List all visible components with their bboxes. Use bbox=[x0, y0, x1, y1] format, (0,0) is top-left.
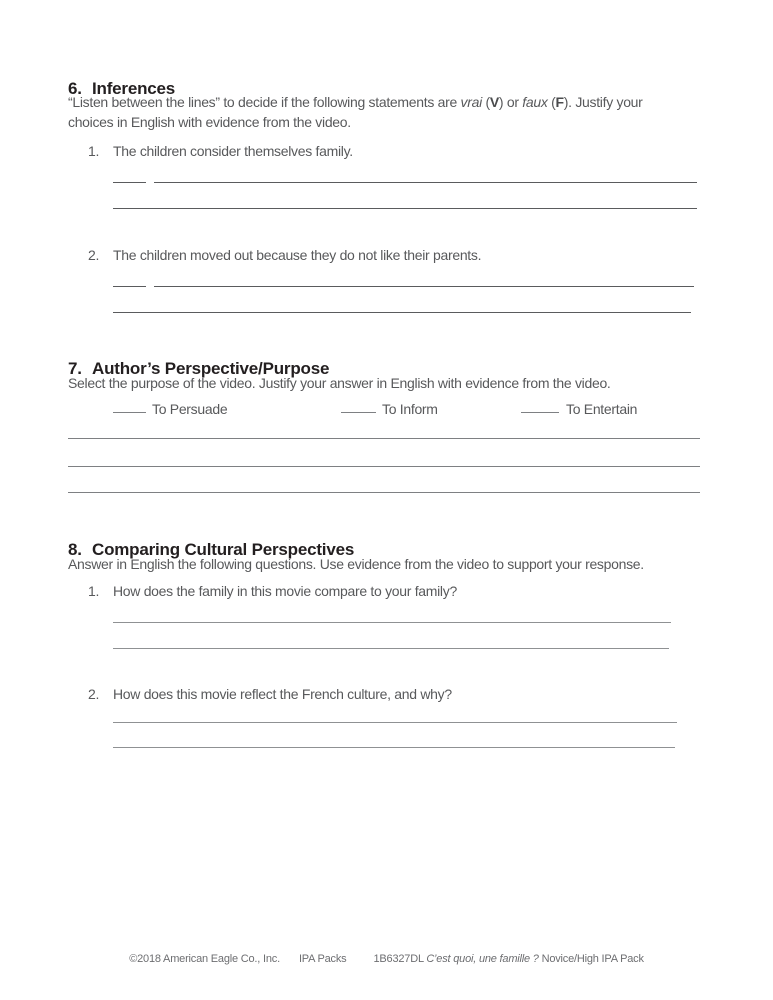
answer-line bbox=[113, 747, 675, 748]
section7-instructions: Select the purpose of the video. Justify your answer in English with evidence from the video. bbox=[68, 375, 611, 391]
answer-line bbox=[113, 648, 669, 649]
section6-instructions bbox=[68, 92, 716, 132]
section7-number: 7. bbox=[68, 359, 82, 379]
instruction-text: choices in English with evidence from the video. bbox=[68, 114, 351, 130]
option-label-inform: To Inform bbox=[382, 401, 438, 417]
question-text: The children moved out because they do not like their parents. bbox=[113, 247, 482, 263]
footer-copyright: ©2018 American Eagle Co., Inc. bbox=[129, 953, 280, 965]
question-text: The children consider themselves family. bbox=[113, 143, 353, 159]
section6-title: Inferences bbox=[92, 79, 176, 99]
answer-line bbox=[68, 492, 700, 493]
question-number: 1. bbox=[88, 143, 100, 159]
section8-number: 8. bbox=[68, 540, 82, 560]
f-bold: F bbox=[555, 94, 564, 110]
option-blank bbox=[113, 412, 146, 413]
answer-line bbox=[113, 722, 677, 723]
answer-line bbox=[154, 182, 697, 183]
footer-product-code: 1B6327DL bbox=[373, 953, 427, 965]
question-number: 2. bbox=[88, 686, 100, 702]
vrai-italic: vrai bbox=[460, 94, 482, 110]
question-6-1 bbox=[0, 141, 773, 161]
faux-italic: faux bbox=[522, 94, 548, 110]
v-bold: V bbox=[489, 94, 499, 110]
answer-line bbox=[113, 622, 671, 623]
question-text: How does the family in this movie compare to your family? bbox=[113, 583, 457, 599]
option-label-entertain: To Entertain bbox=[566, 401, 638, 417]
instruction-text: ) or bbox=[498, 94, 523, 110]
section8-instructions: Answer in English the following questions. Use evidence from the video to support your response. bbox=[68, 556, 644, 572]
answer-line bbox=[68, 466, 700, 467]
footer-product-level: Novice/High IPA Pack bbox=[538, 953, 644, 965]
option-blank bbox=[521, 412, 559, 413]
page-footer bbox=[0, 953, 773, 965]
answer-line bbox=[113, 312, 691, 313]
question-text: How does this movie reflect the French culture, and why? bbox=[113, 686, 452, 702]
vf-answer-blank bbox=[113, 286, 146, 287]
instruction-text: ( bbox=[481, 94, 490, 110]
footer-product-title: C’est quoi, une famille ? bbox=[426, 953, 539, 965]
vf-answer-blank bbox=[113, 182, 146, 183]
section8-title: Comparing Cultural Perspectives bbox=[92, 540, 355, 560]
question-8-1 bbox=[0, 581, 773, 601]
answer-line bbox=[68, 438, 700, 439]
question-number: 2. bbox=[88, 247, 100, 263]
question-number: 1. bbox=[88, 583, 100, 599]
section7-title: Author’s Perspective/Purpose bbox=[92, 359, 330, 379]
question-8-2 bbox=[0, 684, 773, 704]
section6-number: 6. bbox=[68, 79, 82, 99]
answer-line bbox=[113, 208, 697, 209]
footer-product bbox=[373, 953, 643, 965]
answer-line bbox=[154, 286, 694, 287]
instruction-text: ). Justify your bbox=[563, 94, 643, 110]
instruction-text: “Listen between the lines” to decide if the following statements are bbox=[68, 94, 461, 110]
instruction-text: ( bbox=[547, 94, 556, 110]
option-label-persuade: To Persuade bbox=[152, 401, 228, 417]
footer-series: IPA Packs bbox=[298, 953, 347, 965]
option-blank bbox=[341, 412, 376, 413]
purpose-options-row bbox=[0, 399, 773, 419]
question-6-2 bbox=[0, 245, 773, 265]
